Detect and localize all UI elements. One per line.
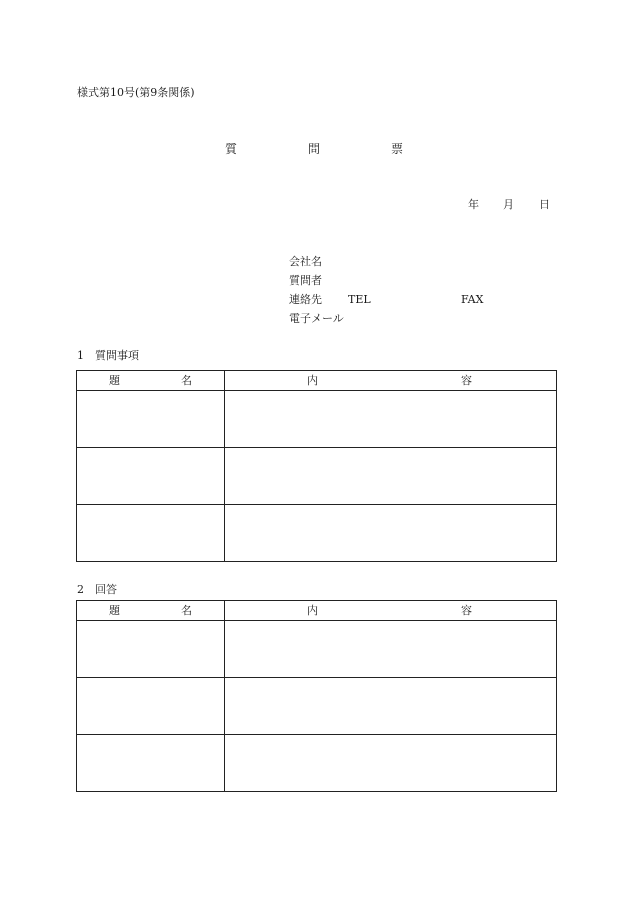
title-header-cell xyxy=(77,371,225,391)
content-header-char-2: 容 xyxy=(461,374,472,387)
company-name-label: 会社名 xyxy=(289,255,322,268)
title-char-2: 問 xyxy=(308,142,321,156)
table-row xyxy=(77,505,557,562)
section1-number: 1 xyxy=(77,349,84,362)
title-header-char-1: 題 xyxy=(109,374,120,387)
questioner-label: 質問者 xyxy=(289,274,322,287)
title-header-char-1: 題 xyxy=(109,604,120,617)
tel-label: TEL xyxy=(348,293,371,306)
question-content-cell[interactable] xyxy=(225,448,557,505)
title-char-1: 質 xyxy=(225,142,238,156)
table-row xyxy=(77,391,557,448)
table-row xyxy=(77,735,557,792)
date-day-label: 日 xyxy=(539,198,550,211)
content-header-cell xyxy=(225,371,557,391)
question-content-cell[interactable] xyxy=(225,391,557,448)
answer-content-cell[interactable] xyxy=(225,621,557,678)
title-char-3: 票 xyxy=(391,142,404,156)
content-header-cell xyxy=(225,601,557,621)
date-year-label: 年 xyxy=(468,198,479,211)
answer-title-cell[interactable] xyxy=(77,678,225,735)
title-header-char-2: 名 xyxy=(181,374,192,387)
content-header-char-2: 容 xyxy=(461,604,472,617)
table-row xyxy=(77,448,557,505)
title-header-char-2: 名 xyxy=(181,604,192,617)
answer-content-cell[interactable] xyxy=(225,735,557,792)
title-header-cell xyxy=(77,601,225,621)
fax-label: FAX xyxy=(461,293,484,306)
table-row xyxy=(77,678,557,735)
answers-table xyxy=(76,600,557,792)
section2-heading: 回答 xyxy=(95,583,117,596)
form-number: 様式第10号(第9条関係) xyxy=(77,86,195,99)
section1-heading: 質問事項 xyxy=(95,349,139,362)
question-title-cell[interactable] xyxy=(77,505,225,562)
email-label: 電子メール xyxy=(289,312,344,325)
questions-table xyxy=(76,370,557,562)
answers-table-header xyxy=(77,601,557,621)
table-row xyxy=(77,621,557,678)
question-title-cell[interactable] xyxy=(77,448,225,505)
questions-table-header xyxy=(77,371,557,391)
date-month-label: 月 xyxy=(503,198,514,211)
section2-number: 2 xyxy=(77,583,84,596)
question-content-cell[interactable] xyxy=(225,505,557,562)
answer-title-cell[interactable] xyxy=(77,735,225,792)
question-title-cell[interactable] xyxy=(77,391,225,448)
content-header-char-1: 内 xyxy=(307,374,318,387)
contact-label: 連絡先 xyxy=(289,293,322,306)
answer-content-cell[interactable] xyxy=(225,678,557,735)
content-header-char-1: 内 xyxy=(307,604,318,617)
answer-title-cell[interactable] xyxy=(77,621,225,678)
